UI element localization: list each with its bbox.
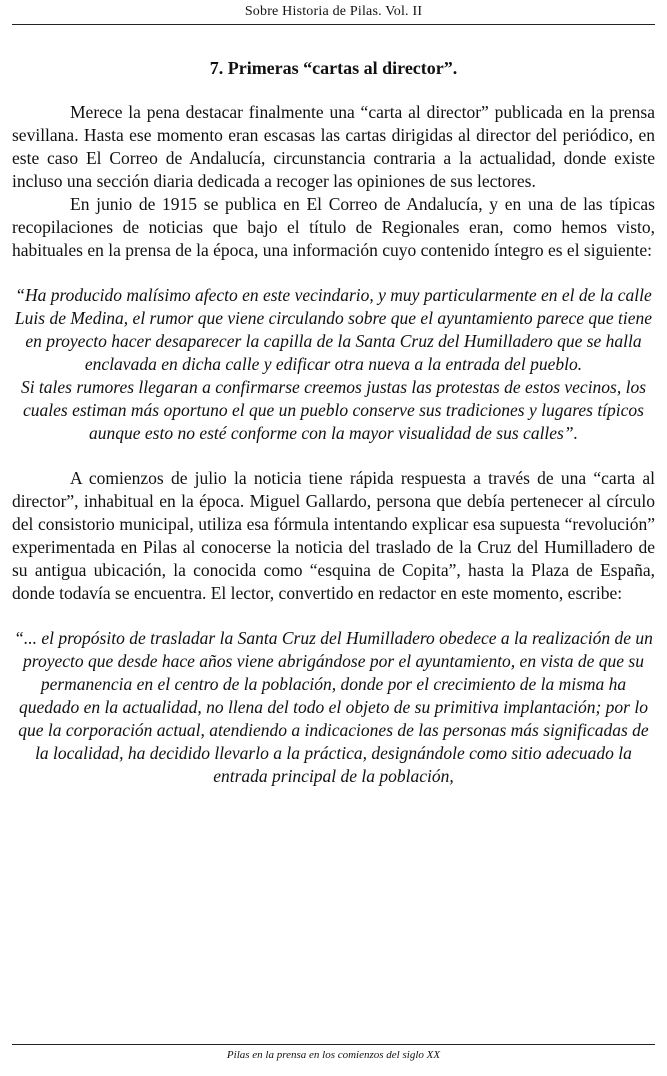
quote-1-part-1: “Ha producido malísimo afecto en este vecindario, y muy particularmente en el de la calle Luis de Medina, el rumor que viene circulando sobre que el ayuntamiento parece que tiene en proyecto hacer desaparecer la capilla de la Santa Cruz del Humilladero que se halla enclavada en dicha calle y edificar otra nueva a la entrada del pueblo. xyxy=(14,285,653,374)
page-content xyxy=(12,58,655,788)
section-title: 7. Primeras “cartas al director”. xyxy=(209,58,458,78)
running-footer: Pilas en la prensa en los comienzos del siglo XX xyxy=(226,1049,441,1061)
spacer xyxy=(12,262,655,284)
quote-1-part-2: Si tales rumores llegaran a confirmarse creemos justas las protestas de estos vecinos, los cuales estiman más oportuno el que un pueblo conserve sus tradiciones y lugares típicos aunque esto no esté conforme con la mayor visualidad de sus calles”. xyxy=(20,377,647,443)
footer-rule xyxy=(12,1044,655,1045)
spacer xyxy=(12,605,655,627)
running-header: Sobre Historia de Pilas. Vol. II xyxy=(244,4,423,19)
header-rule xyxy=(12,24,655,25)
paragraph-3: A comienzos de julio la noticia tiene rápida respuesta a través de una “carta al director”, inhabitual en la época. Miguel Gallardo, persona que debía pertenecer al círculo del consistorio municipal, utiliza esa fórmula intentando explicar esa supuesta “revolución” experimentada en Pilas al conocerse la noticia del traslado de la Cruz del Humilladero de su antigua ubicación, la conocida como “esquina de Copita”, hasta la Plaza de España, donde todavía se encuentra. El lector, convertido en redactor en este momento, escribe: xyxy=(12,468,655,603)
spacer xyxy=(12,445,655,467)
paragraph-1: Merece la pena destacar finalmente una “carta al director” publicada en la prensa sevillana. Hasta ese momento eran escasas las cartas dirigidas al director del periódico, en este caso El Correo de Andalucía, circunstancia contraria a la actualidad, donde existe incluso una sección diaria dedicada a recoger las opiniones de sus lectores. xyxy=(12,102,655,191)
paragraph-2: En junio de 1915 se publica en El Correo de Andalucía, y en una de las típicas recopilaciones de noticias que bajo el título de Regionales eran, como hemos visto, habituales en la prensa de la época, una información cuyo contenido íntegro es el siguiente: xyxy=(12,194,655,260)
quote-2: “... el propósito de trasladar la Santa Cruz del Humilladero obedece a la realización de un proyecto que desde hace años viene abrigándose por el ayuntamiento, en vista de que su permanencia en el centro de la población, donde por el crecimiento de la misma ha quedado en la actualidad, no llena del todo el objeto de su primitiva implantación; por lo que la corporación actual, atendiendo a indicaciones de las personas más significadas de la localidad, ha decidido llevarlo a la práctica, designándole como sitio adecuado la entrada principal de la población, xyxy=(14,628,653,786)
